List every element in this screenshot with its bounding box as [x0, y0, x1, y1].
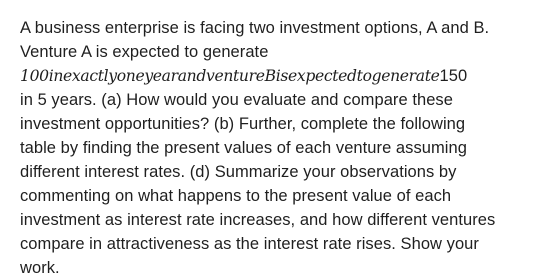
question-line-11: work.: [20, 259, 60, 277]
question-line-5: investment opportunities? (b) Further, complete the following: [20, 115, 466, 133]
question-line-10: compare in attractiveness as the interest rate rises. Show your: [20, 235, 479, 253]
question-line-1: A business enterprise is facing two investment options, A and B.: [20, 19, 490, 37]
question-line-9: investment as interest rate increases, and how different ventures: [20, 211, 496, 229]
question-line-3: [20, 64, 467, 88]
question-line-8: commenting on what happens to the present value of each: [20, 187, 452, 205]
question-line-2: Venture A is expected to generate: [20, 43, 269, 61]
question-line-7: different interest rates. (d) Summarize your observations by: [20, 163, 457, 181]
question-line-6: table by finding the present values of each venture assuming: [20, 139, 467, 157]
garbled-math-text: 100inexactlyoneyearandventureBisexpectedtogenerate: [20, 67, 440, 85]
question-line-4: in 5 years. (a) How would you evaluate and compare these: [20, 91, 453, 109]
amount-150: 150: [439, 67, 468, 85]
